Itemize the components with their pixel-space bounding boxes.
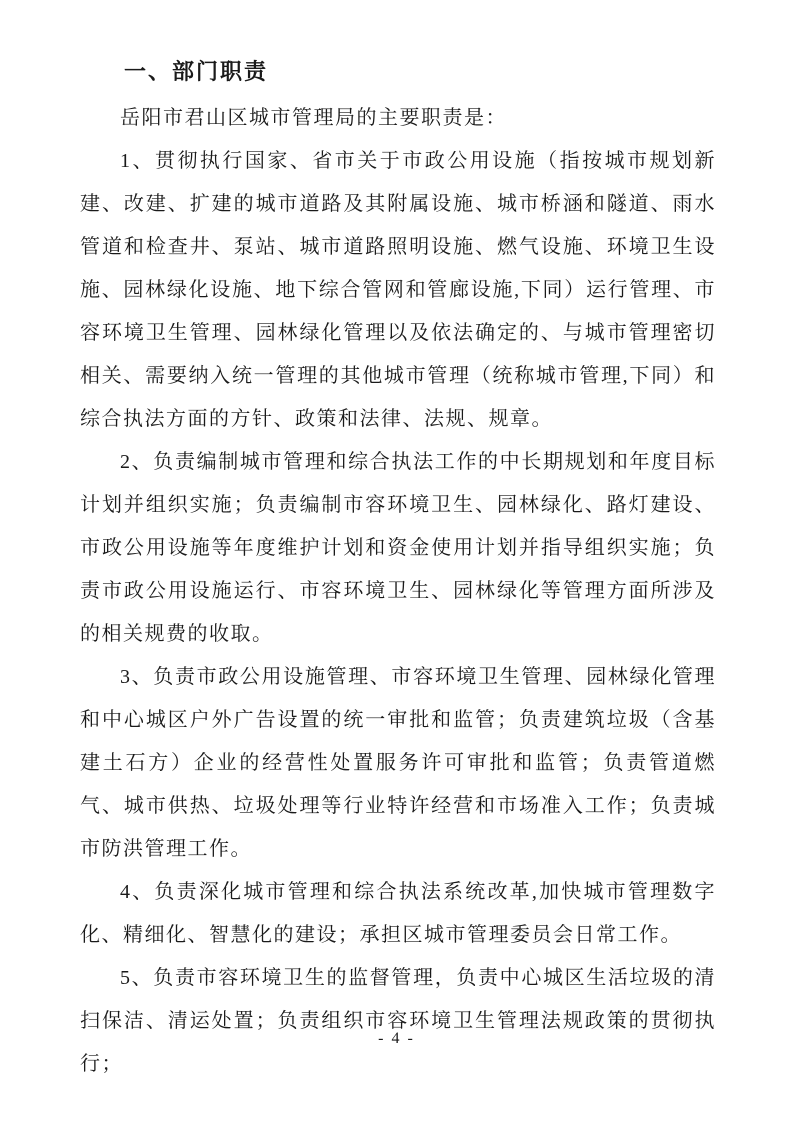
body-paragraph-1: 1、贯彻执行国家、省市关于市政公用设施（指按城市规划新建、改建、扩建的城市道路及其附属设施、城市桥涵和隧道、雨水管道和检查井、泵站、城市道路照明设施、燃气设施、环境卫生设施、园林绿化设施、地下综合管网和管廊设施,下同）运行管理、市容环境卫生管理、园林绿化管理以及依法确定的、与城市管理密切相关、需要纳入统一管理的其他城市管理（统称城市管理,下同）和综合执法方面的方针、政策和法律、法规、规章。	[80, 150, 716, 430]
section-heading: 一、部门职责	[124, 59, 269, 84]
intro-line: 岳阳市君山区城市管理局的主要职责是：	[120, 107, 507, 129]
body-paragraph-4: 4、负责深化城市管理和综合执法系统改革,加快城市管理数字化、精细化、智慧化的建设；承担区城市管理委员会日常工作。	[80, 881, 716, 946]
body-paragraph-2: 2、负责编制城市管理和综合执法工作的中长期规划和年度目标计划并组织实施；负责编制市容环境卫生、园林绿化、路灯建设、市政公用设施等年度维护计划和资金使用计划并指导组织实施；负责市政公用设施运行、市容环境卫生、园林绿化等管理方面所涉及的相关规费的收取。	[80, 451, 716, 645]
body-paragraph-3: 3、负责市政公用设施管理、市容环境卫生管理、园林绿化管理和中心城区户外广告设置的统一审批和监管；负责建筑垃圾（含基建土石方）企业的经营性处置服务许可审批和监管；负责管道燃气、城市供热、垃圾处理等行业特许经营和市场准入工作；负责城市防洪管理工作。	[80, 666, 716, 860]
page-number: - 4 -	[378, 1030, 415, 1047]
document-body	[80, 50, 716, 1086]
body-paragraph-5: 5、负责市容环境卫生的监督管理，负责中心城区生活垃圾的清扫保洁、清运处置；负责组织市容环境卫生管理法规政策的贯彻执行；	[80, 967, 716, 1075]
